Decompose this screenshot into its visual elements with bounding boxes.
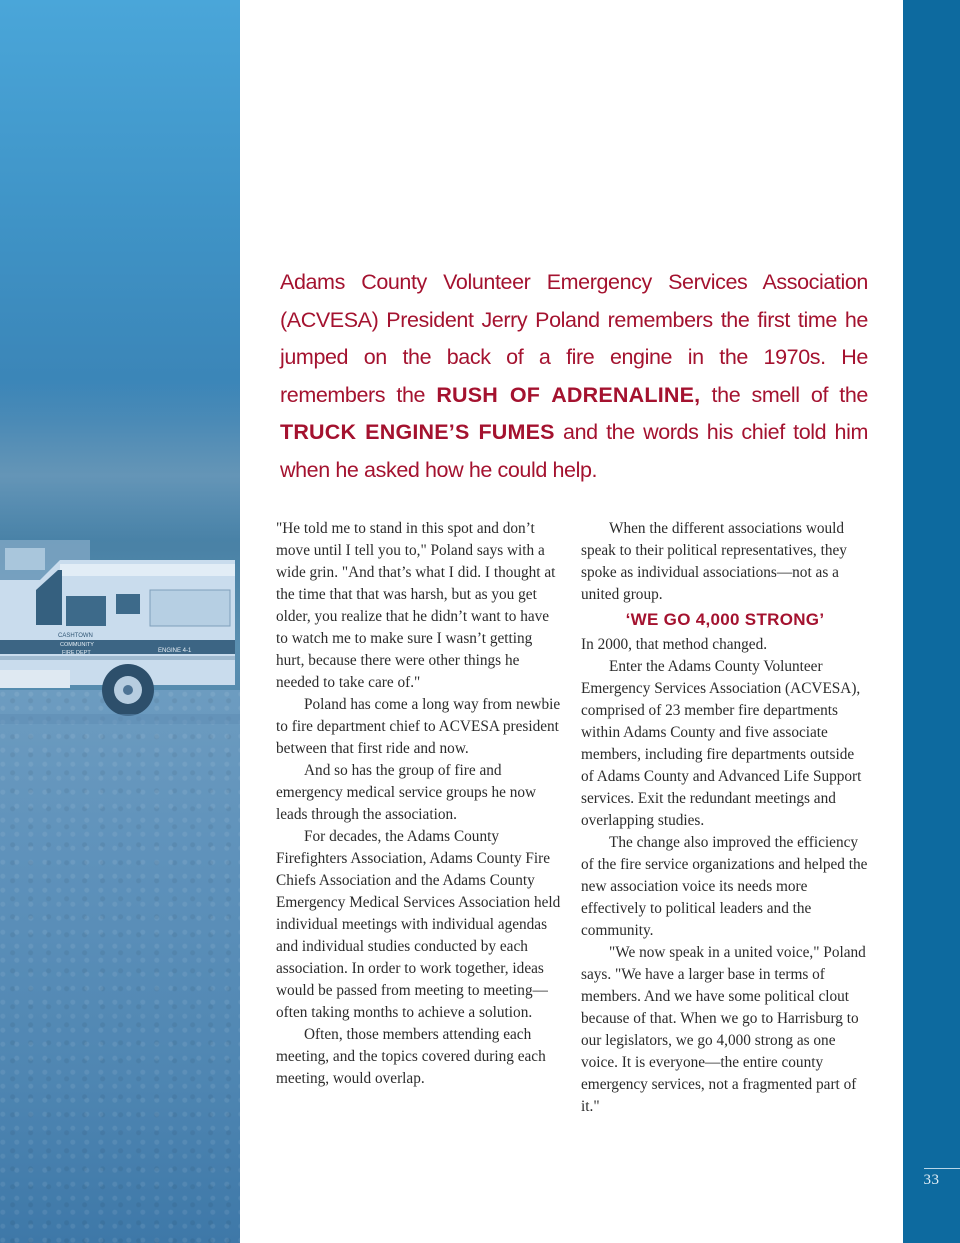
gravel-ground xyxy=(0,690,240,1243)
intro-text-2: the smell of the xyxy=(700,382,868,407)
photo-fog xyxy=(0,380,240,540)
intro-text-3: and the words his chief told him when he asked how he could help. xyxy=(280,420,868,482)
body-paragraph: And so has the group of fire and emergency medical service groups he now leads through the association. xyxy=(276,762,537,823)
intro-emphasis-2: TRUCK ENGINE’S FUMES xyxy=(280,420,555,445)
truck-door-text-2: COMMUNITY xyxy=(60,642,94,648)
article-column-left xyxy=(276,518,564,1090)
body-paragraph: The change also improved the efficiency of the fire service organizations and helped the new association voice its needs more effectively to political leaders and the community. xyxy=(581,834,868,939)
article-column-right xyxy=(581,518,869,1118)
page-number: 33 xyxy=(923,1172,940,1188)
truck-door-text-1: CASHTOWN xyxy=(58,633,93,639)
side-accent-strip xyxy=(903,0,960,1243)
intro-paragraph xyxy=(280,264,868,490)
body-paragraph: For decades, the Adams County Firefighters Association, Adams County Fire Chiefs Association and the Adams County Emergency Medical Services Association held individual meetings with individual agendas and individual studies conducted by each association. In order to work together, ideas would be passed from meeting to meeting—often taking months to achieve a solution. xyxy=(276,828,561,1021)
fire-truck-photo xyxy=(0,0,240,1243)
section-heading: ‘WE GO 4,000 STRONG’ xyxy=(625,610,825,629)
body-paragraph: Poland has come a long way from newbie to fire department chief to ACVESA president between that first ride and now. xyxy=(276,696,561,757)
page-number-rule xyxy=(924,1168,960,1169)
body-paragraph: "He told me to stand in this spot and don’t move until I tell you to," Poland says with a wide grin. "And that’s what I did. I thought at the time that that was harsh, but as you get older, you realize that he didn’t want to have to watch me to make sure I wasn’t getting hurt, because there were other things he needed to take care of." xyxy=(276,520,556,691)
body-paragraph: Enter the Adams County Volunteer Emergency Services Association (ACVESA), comprised of 23 member fire departments within Adams County and five associate members, including fire departments outside of Adams County and Advanced Life Support services. Exit the redundant meetings and overlapping studies. xyxy=(581,658,862,829)
body-paragraph: In 2000, that method changed. xyxy=(581,636,768,653)
body-paragraph: When the different associations would speak to their political representatives, they spoke as individual associations—not as a united group. xyxy=(581,520,847,603)
fire-truck-illustration xyxy=(0,520,240,730)
truck-door-text-3: FIRE DEPT xyxy=(62,650,91,656)
body-paragraph: Often, those members attending each meeting, and the topics covered during each meeting, would overlap. xyxy=(276,1026,546,1087)
quote-paragraph: "We now speak in a united voice," Poland says. "We have a larger base in terms of members. And we have some political clout because of that. When we go to Harrisburg to our legislators, we go 4,000 strong as one voice. It is everyone—the entire county emergency services, not a fragmented part of it." xyxy=(581,944,866,1115)
truck-side-text: ENGINE 4-1 xyxy=(158,648,192,654)
intro-emphasis-1: RUSH OF ADRENALINE, xyxy=(436,382,701,407)
intro-text-1: Adams County Volunteer Emergency Services Association (ACVESA) President Jerry Poland remembers the first time he jumped on the back of a fire engine in the 1970s. He remembers the xyxy=(280,270,868,407)
